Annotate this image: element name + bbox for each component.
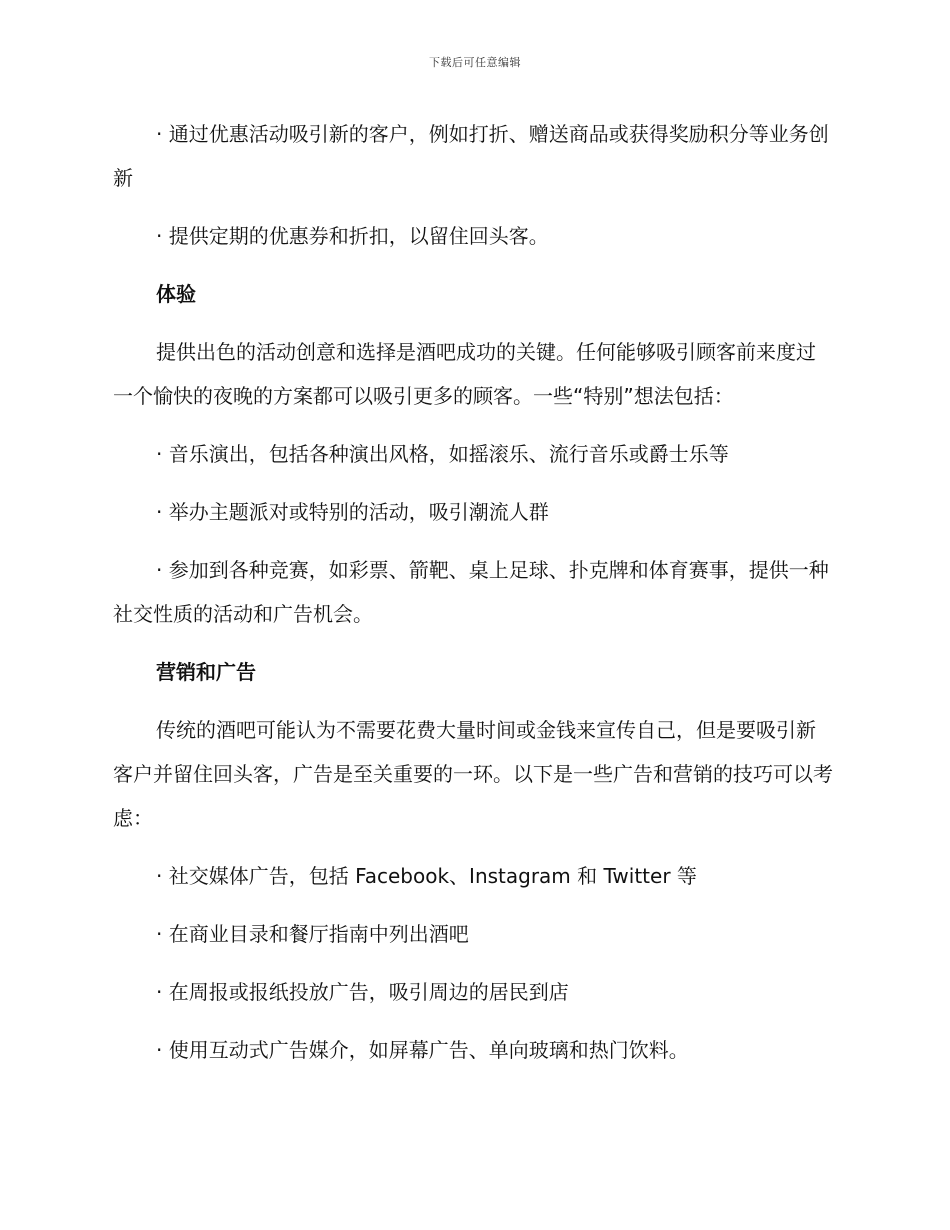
paragraph-marketing-intro: 传统的酒吧可能认为不需要花费大量时间或金钱来宣传自己，但是要吸引新客户并留住回头客，广告是至关重要的一环。以下是一些广告和营销的技巧可以考虑：: [113, 718, 833, 830]
bullet-item-music: · 音乐演出，包括各种演出风格，如摇滚乐、流行音乐或爵士乐等: [156, 442, 729, 466]
document-body: [113, 112, 833, 1086]
paragraph-experience-intro: 提供出色的活动创意和选择是酒吧成功的关键。任何能够吸引顾客前来度过一个愉快的夜晚的方案都可以吸引更多的顾客。一些“特别”想法包括：: [113, 340, 816, 408]
bullet-item-theme-party: · 举办主题派对或特别的活动，吸引潮流人群: [156, 500, 549, 524]
bullet-item-newspaper: · 在周报或报纸投放广告，吸引周边的居民到店: [156, 980, 569, 1004]
bullet-item-promotions: · 通过优惠活动吸引新的客户，例如打折、赠送商品或获得奖励积分等业务创新: [113, 122, 829, 190]
bullet-item-social-media: · 社交媒体广告，包括 Facebook、Instagram 和 Twitter 等: [156, 864, 697, 888]
bullet-item-interactive-ads: · 使用互动式广告媒介，如屏幕广告、单向玻璃和热门饮料。: [156, 1038, 689, 1062]
section-heading-experience: 体验: [156, 282, 196, 306]
bullet-item-directories: · 在商业目录和餐厅指南中列出酒吧: [156, 922, 469, 946]
page-header: 下载后可任意编辑: [429, 56, 521, 69]
bullet-item-coupons: · 提供定期的优惠券和折扣，以留住回头客。: [156, 224, 549, 248]
section-heading-marketing: 营销和广告: [156, 660, 256, 684]
bullet-item-competitions: · 参加到各种竞赛，如彩票、箭靶、桌上足球、扑克牌和体育赛事，提供一种社交性质的活动和广告机会。: [113, 558, 829, 626]
